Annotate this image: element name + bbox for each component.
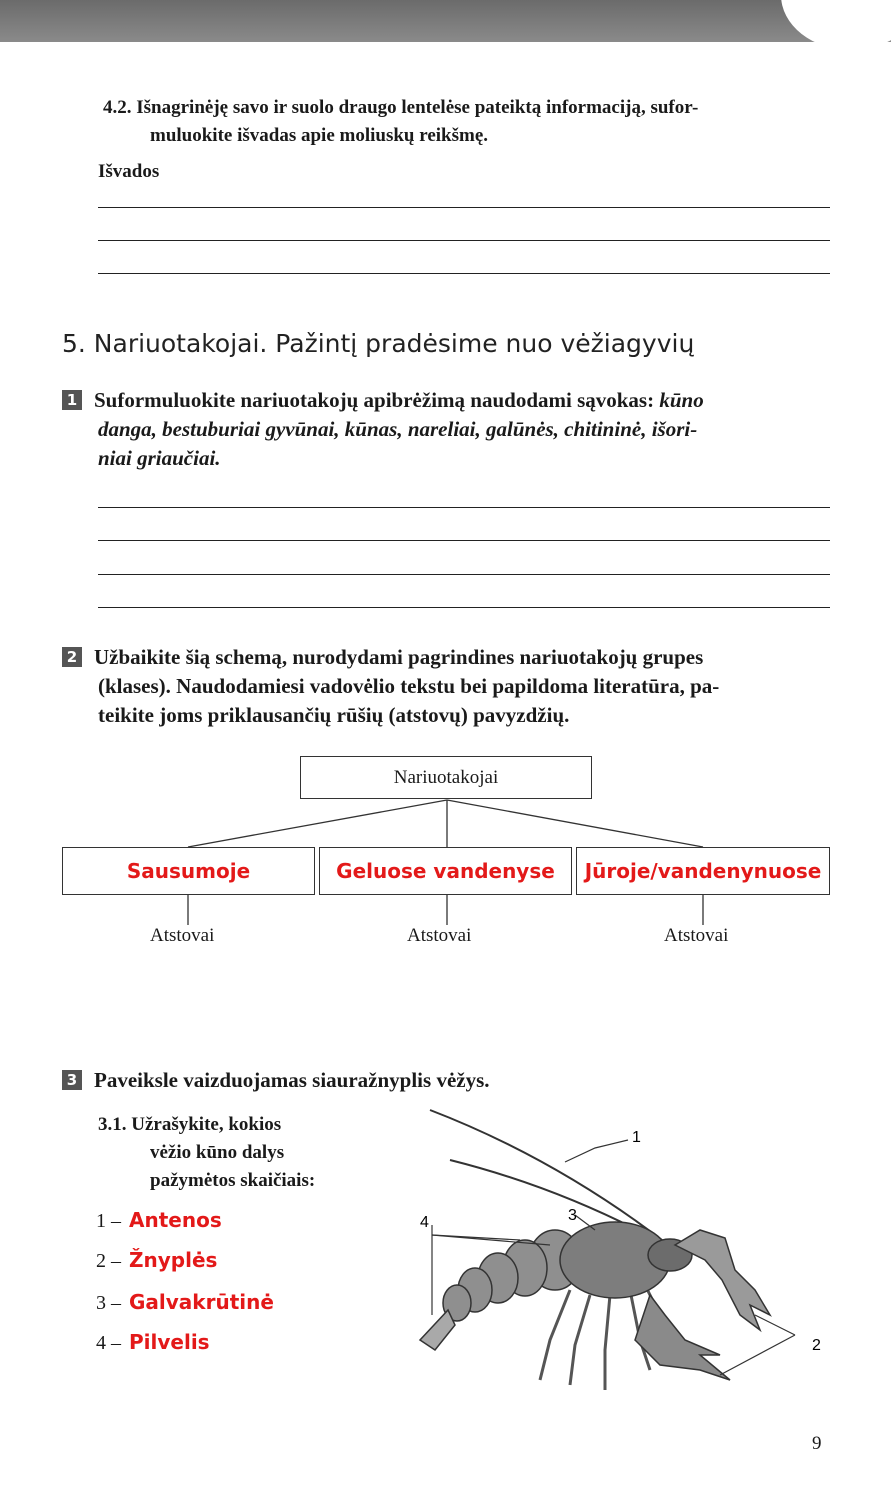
list-item [96,1248,217,1273]
task-text: Paveiksle vaizduojamas siauražnyplis vėžys. [94,1068,490,1092]
list-item [96,1330,210,1355]
group-answer: Sausumoje [126,859,251,883]
group-box-freshwater[interactable] [319,847,572,895]
task-number-badge: 1 [62,390,82,410]
figure-label-4: 4 [420,1214,429,1231]
page-number: 9 [812,1433,822,1454]
subtask-number: 3.1. [98,1114,127,1135]
task-number-badge: 3 [62,1070,82,1090]
representatives-label: Atstovai [150,925,215,946]
representatives-label: Atstovai [407,925,472,946]
subtask-line2: vėžio kūno dalys [150,1142,285,1163]
item-number: 2 – [96,1250,121,1272]
group-box-land[interactable] [62,847,315,895]
task-terms: kūno [659,388,704,412]
group-box-sea[interactable] [576,847,830,895]
question-text-line1: Išnagrinėję savo ir suolo draugo lentelėse pateiktą informaciją, sufor- [136,97,699,118]
task-text: Užbaikite šią schemą, nurodydami pagrindines nariuotakojų grupes [94,645,704,669]
subtask-line3: pažymėtos skaičiais: [150,1170,316,1191]
item-answer[interactable]: Pilvelis [129,1330,210,1354]
group-answer: Jūroje/vandenynuose [584,859,822,883]
item-answer[interactable]: Žnyplės [129,1248,218,1272]
task-number-badge: 2 [62,647,82,667]
task-terms: niai griaučiai. [98,446,221,470]
task-3-line1 [62,1065,490,1095]
question-4-2-line2: muluokite išvadas apie moliuskų reikšmę. [150,125,489,146]
task-terms: danga, bestuburiai gyvūnai, kūnas, nareliai, galūnės, chitininė, išori- [98,417,698,441]
group-answer: Geluose vandenyse [336,859,555,883]
list-item [96,1290,274,1315]
task-2-line2: (klases). Naudodamiesi vadovėlio tekstu bei papildoma literatūra, pa- [98,674,720,698]
subtask-text: Užrašykite, kokios [131,1114,282,1135]
subtask-3-1 [98,1111,281,1139]
item-answer[interactable]: Antenos [129,1208,222,1232]
figure-label-2: 2 [812,1337,821,1354]
section-heading: 5. Nariuotakojai. Pažintį pradėsime nuo vėžiagyvių [62,329,695,358]
figure-label-1: 1 [632,1129,641,1146]
item-answer[interactable]: Galvakrūtinė [129,1290,274,1314]
item-number: 4 – [96,1332,121,1354]
item-number: 3 – [96,1292,121,1314]
representatives-label: Atstovai [664,925,729,946]
figure-label-3: 3 [568,1207,577,1224]
conclusions-label: Išvados [98,161,160,182]
cephalothorax [560,1222,692,1298]
crayfish-illustration [400,1100,840,1420]
task-text: Suformuluokite nariuotakojų apibrėžimą naudodami sąvokas: [94,388,660,412]
list-item [96,1208,222,1233]
abdomen-segments [420,1230,581,1350]
task-2-line3: teikite joms priklausančių rūšių (atstovų) pavyzdžių. [98,703,570,727]
item-number: 1 – [96,1210,121,1232]
scheme-root-box [300,756,592,799]
question-number: 4.2. [103,97,132,118]
scheme-root-label: Nariuotakojai [393,766,499,788]
